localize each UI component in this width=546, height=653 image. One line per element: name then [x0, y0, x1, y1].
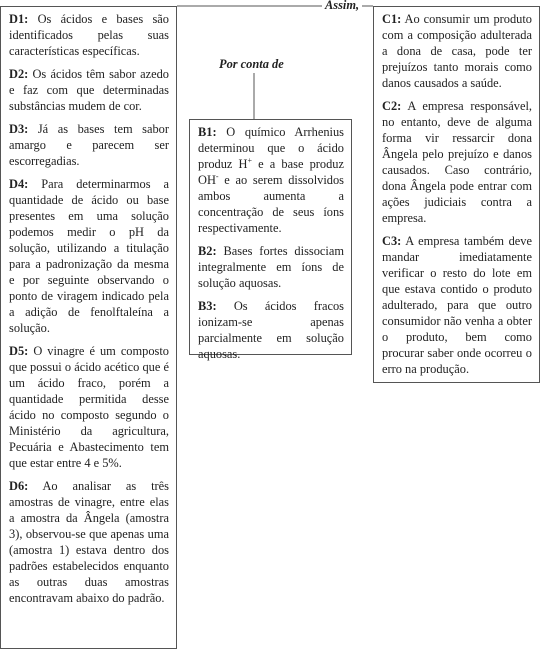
item-b1 — [198, 124, 344, 236]
item-text: Os ácidos têm sabor azedo e faz com que determinadas substâncias mudem de cor. — [9, 67, 169, 113]
item-c1 — [382, 11, 532, 91]
item-text: e a base produz OH — [198, 157, 344, 187]
item-text: Para determinarmos a quantidade de ácido ou base presentes em uma solução podemos medir o pH da solução, utilizando a titulação para a padronização da mesma e por seguinte observando o ponto de viragem indicado pela a adição de fenolftaleína a solução. — [9, 177, 169, 335]
item-superscript: - — [215, 171, 219, 181]
item-text: O vinagre é um composto que possui o ácido acético que é um ácido fraco, porém a quantidade permitida desse ácido no composto segundo o Ministério da agricultura, Pecuária e Abastecimento tem que estar entre 4 e 5%. — [9, 344, 169, 470]
item-label: C3: — [382, 234, 402, 248]
item-text: Ao analisar as três amostras de vinagre, entre elas a amostra da Ângela (amostra 3), observou-se que apenas uma (amostra 1) estava dentro dos padrões estabelecidos enquanto as outras duas amostras encontravam abaixo do padrão. — [9, 479, 169, 605]
item-c2 — [382, 98, 532, 226]
item-c3 — [382, 233, 532, 377]
item-b3 — [198, 298, 344, 362]
item-d6 — [9, 478, 169, 606]
item-text: Bases fortes dissociam integralmente em íons de solução aquosas. — [198, 244, 344, 290]
item-text: Os ácidos fracos ionizam-se apenas parcialmente em solução aquosas. — [198, 299, 344, 361]
item-d3 — [9, 121, 169, 169]
item-label: D5: — [9, 344, 29, 358]
box-b — [189, 119, 352, 361]
item-d4 — [9, 176, 169, 336]
item-label: B2: — [198, 244, 217, 258]
item-b2 — [198, 243, 344, 291]
item-text: A empresa também deve mandar imediatamente verificar o resto do lote em que estava contido o produto adulterado, para que outro consumidor não venha a obter o produto, bem como procurar saber onde ocorreu o erro na produção. — [382, 234, 532, 376]
item-label: D4: — [9, 177, 29, 191]
item-text: e ao serem dissolvidos ambos aumenta a concentração de seus íons respectivamente. — [198, 173, 344, 235]
item-d2 — [9, 66, 169, 114]
item-text: Já as bases tem sabor amargo e parecem ser escorregadias. — [9, 122, 169, 168]
por-conta-de-label: Por conta de — [219, 57, 284, 71]
item-superscript: + — [247, 155, 253, 165]
item-label: D3: — [9, 122, 29, 136]
box-d — [0, 6, 177, 649]
item-text: A empresa responsável, no entanto, deve de alguma forma vir ressarcir dona Ângela pelo prejuízo e danos causados. Caso contrário, dona Ângela pode entrar com ações judiciais contra a empresa. — [382, 99, 532, 225]
assim-label: Assim, — [325, 0, 360, 12]
item-text: Ao consumir um produto com a composição adulterada a dona de casa, pode ter prejuízos tanto morais como danos causados a saúde. — [382, 12, 532, 90]
item-label: B1: — [198, 125, 217, 139]
item-label: D6: — [9, 479, 29, 493]
item-text: Os ácidos e bases são identificados pelas suas características específicas. — [9, 12, 169, 58]
box-c — [373, 6, 540, 383]
item-d5 — [9, 343, 169, 471]
item-label: C2: — [382, 99, 402, 113]
item-d1 — [9, 11, 169, 59]
item-label: B3: — [198, 299, 217, 313]
item-label: D2: — [9, 67, 29, 81]
item-label: C1: — [382, 12, 402, 26]
item-label: D1: — [9, 12, 29, 26]
item-text: O químico Arrhenius determinou que o ácido produz H — [198, 125, 344, 171]
